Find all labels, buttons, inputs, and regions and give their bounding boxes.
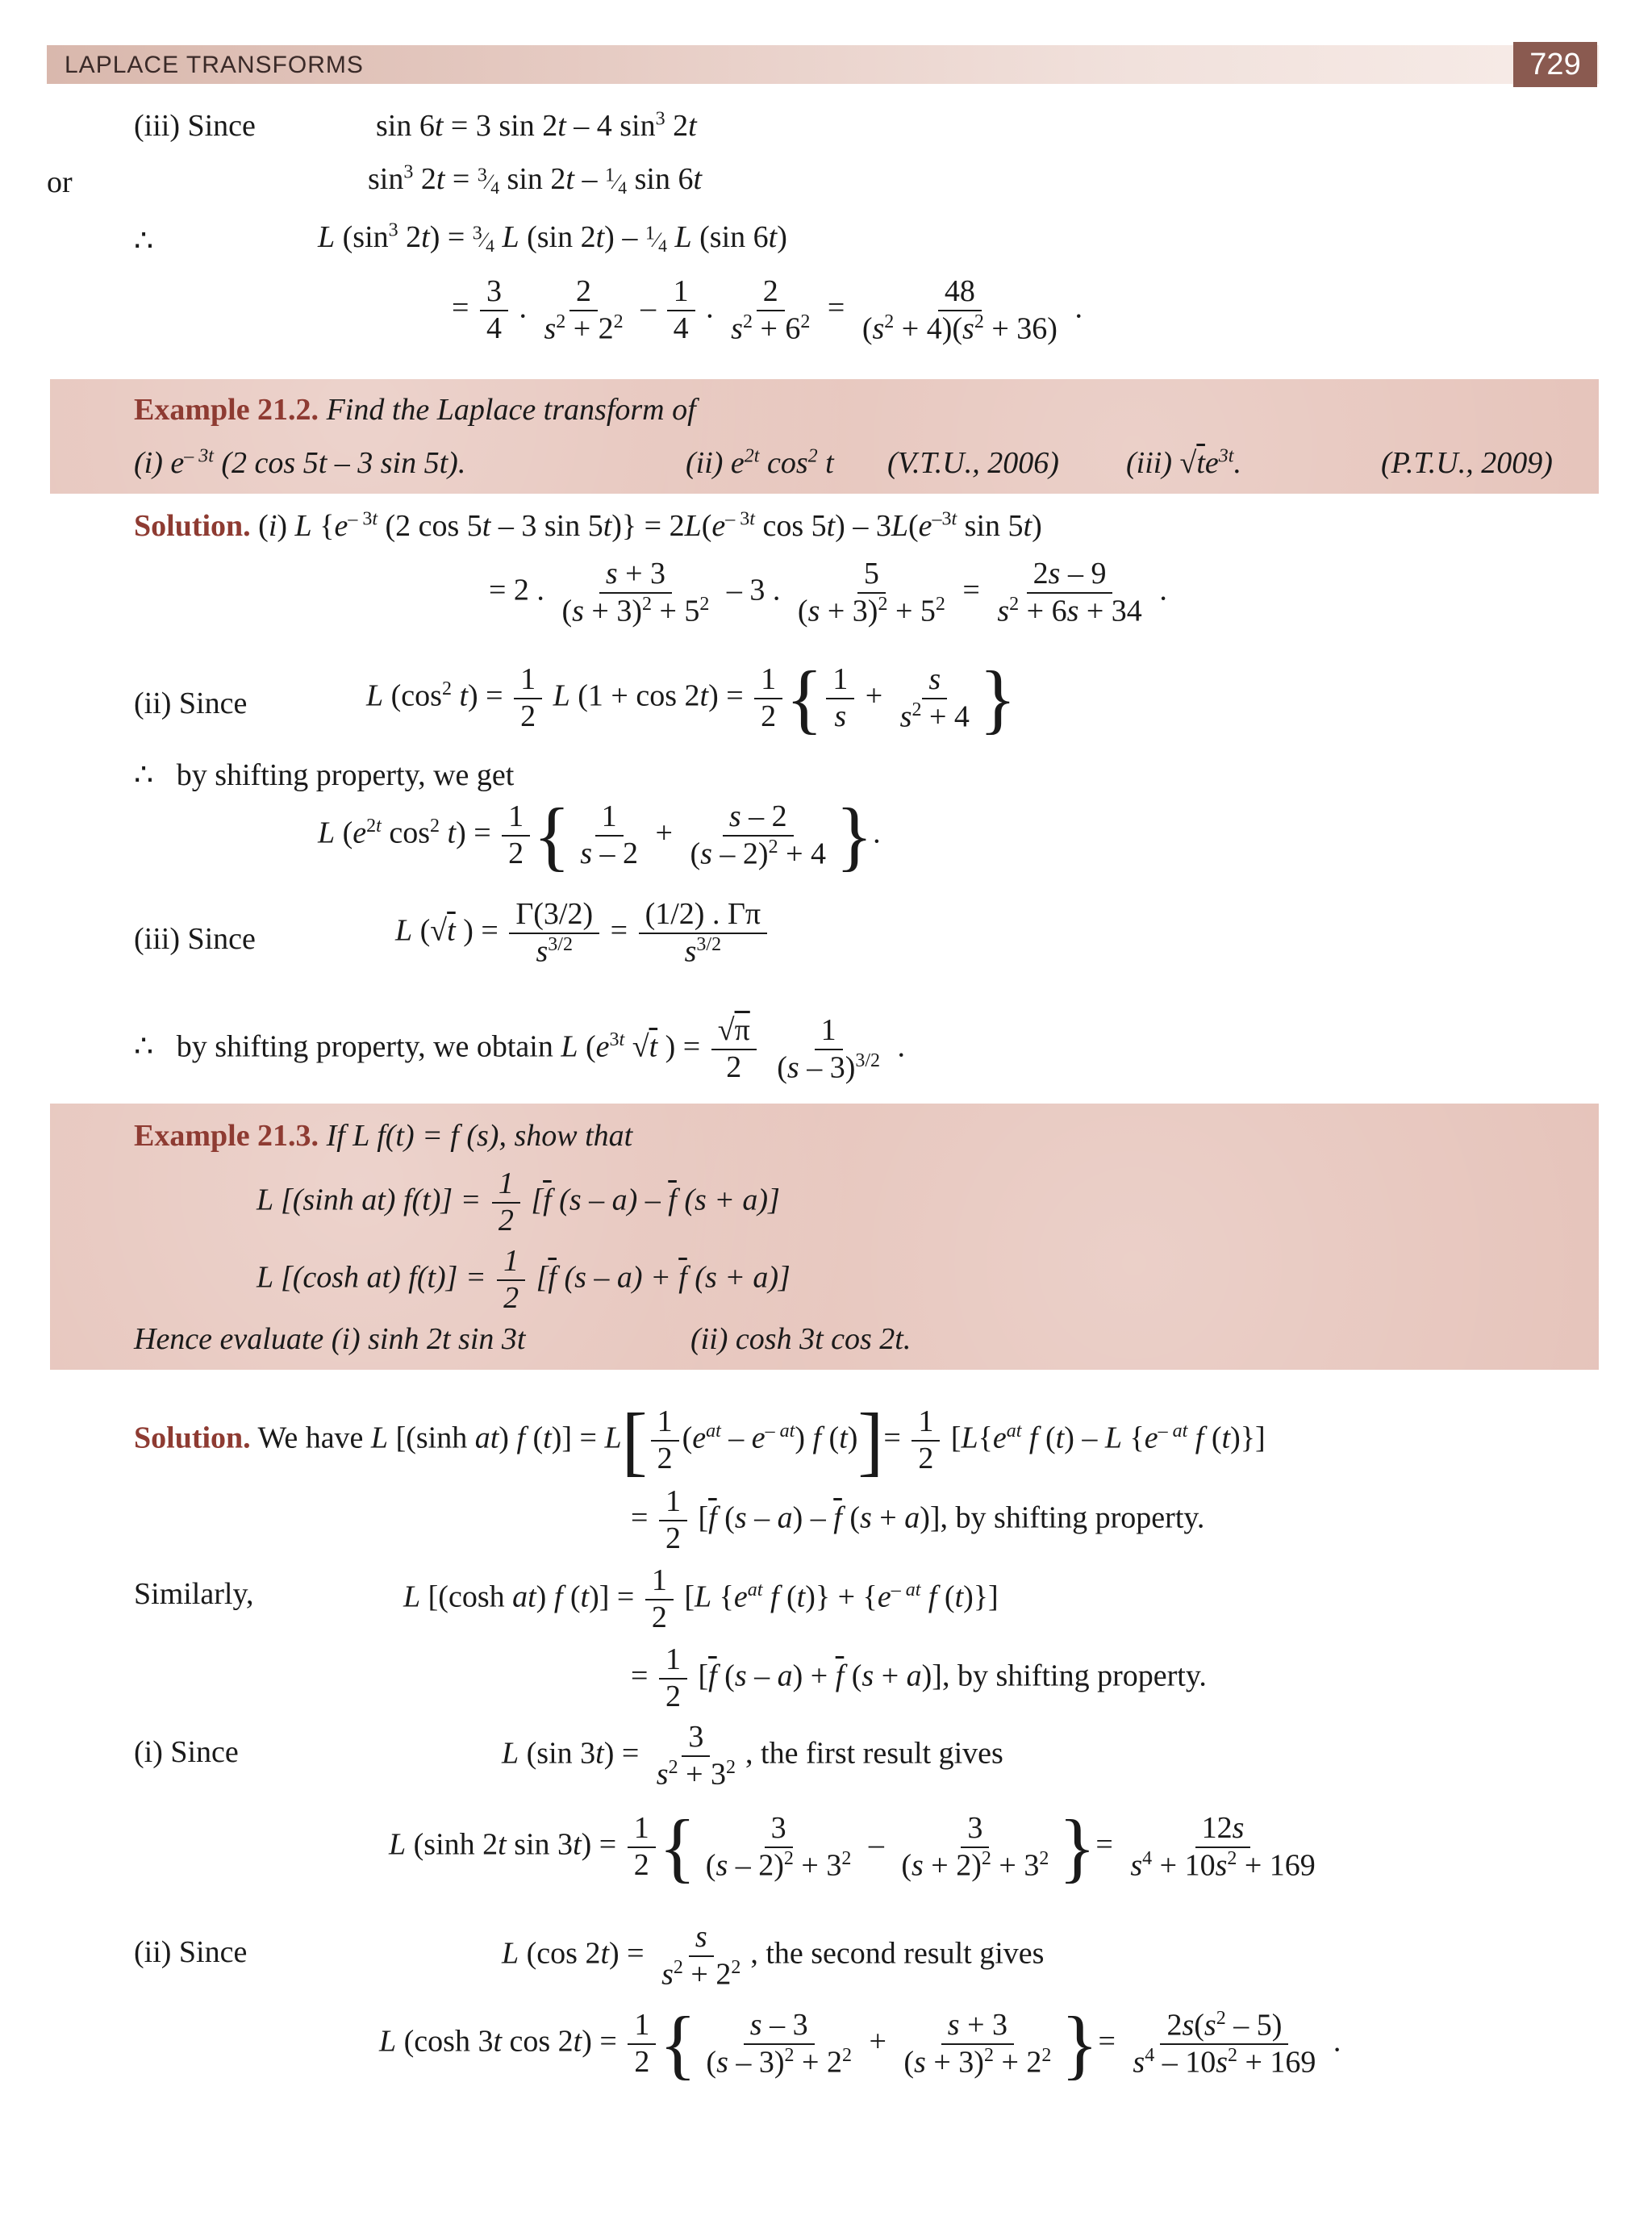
equation-L-sinh2t-sin3t: L (sinh 2t sin 3t) = $\frac{1}{2}$ { $\frac{3}{(s - 2)^2 + 3^2}$ – $\frac{3}{(s + 2)^2 + 3^2}$ }= $\frac{12s}{s^4 + 10s^2 + 169}$ — [389, 1804, 1316, 1890]
shift-obtain-line: ∴ by shifting property, we obtain L ($e^{3t}$ √t ) = $\frac{√\pi}{2}$ $\frac{1}{(s - 3)^{3/2}}$ . — [134, 1013, 906, 1085]
equation-L-cosh: L [(cosh at) f (t)] = $\frac{1}{2}$ [L {$e^{at}$ f $(t)\} + \{e^{- at}$ f (t)}] — [403, 1563, 999, 1634]
example-21-2-source-vtu: (V.T.U., 2006) — [887, 446, 1059, 480]
example-21-2-item-iii: (iii) $√te^{3t}$. — [1126, 445, 1241, 480]
part-iii-since: (iii) Since — [134, 922, 256, 956]
solution-21-2-line2: = 2 . $\frac{s + 3}{(s + 3)^2 + 5^2}$ – 3 . $\frac{5}{(s + 3)^2 + 5^2}$ = $\frac{2s - 9}{s^2 + 6s + 34}$ . — [489, 557, 1167, 628]
example-21-3-hence-ii: (ii) cosh 3t cos 2t. — [690, 1322, 912, 1356]
equation-L-sin3-result: = $\frac{3}{4}$ . $\frac{2}{s^2 + 2^2}$ – $\frac{1}{4}$ . $\frac{2}{s^2 + 6^2}$ = $\frac{48}{(s^2 + 4)(s^2 + 36)}$ . — [452, 274, 1083, 346]
example-21-2-item-ii: (ii) $e^{2t}$ $\cos^2 t$ — [686, 445, 834, 480]
part-ii-since-2: (ii) Since — [134, 1935, 248, 1969]
equation-L-cos2: L ($\cos^2$ t) = $\frac{1}{2}$ L (1 + cos 2t) = $\frac{1}{2}$ { $\frac{1}{s}$ + $\frac{s}{s^2 + 4}$ } — [366, 655, 1016, 741]
example-21-2-statement — [134, 392, 696, 428]
equation-L-sqrt-t: L (√t ) = $\frac{\Gamma(3/2)}{s^{3/2}}$ = $\frac{(1/2) . \Gamma\pi}{s^{3/2}}$ — [395, 897, 770, 970]
solution-21-3-line4: = $\frac{1}{2}$ [$\overline{f}$ $(s - a) + \overline{f}$ (s + a)], by shifting property. — [631, 1642, 1207, 1713]
therefore-symbol: ∴ — [134, 224, 154, 258]
equation-L-sin3t: L (sin 3t) = $\frac{3}{s^2 + 3^2}$ , the first result gives — [502, 1720, 1003, 1792]
example-21-3-sinh-identity: L [(sinh at) f(t)] = $\frac{1}{2}$ [$\overline{f}$ $(s - a) - \overline{f}$ (s + a)] — [257, 1166, 780, 1237]
example-21-2-source-ptu: (P.T.U., 2009) — [1381, 446, 1553, 480]
running-header-title: LAPLACE TRANSFORMS — [65, 52, 364, 78]
example-21-3-cosh-identity: L [(cosh at) f(t)] = $\frac{1}{2}$ [$\overline{f}$ $(s - a) + \overline{f}$ (s + a)] — [257, 1244, 791, 1315]
equation-L-cosh3t-cos2t: L (cosh 3t cos 2t) = $\frac{1}{2}$ { $\frac{s - 3}{(s - 3)^2 + 2^2}$ + $\frac{s + 3}{(s + 3)^2 + 2^2}$ }= $\frac{2s(s^2 - 5)}{s^4 - 10s^2 + 169}$ . — [379, 2001, 1341, 2087]
solution-label: Solution. — [134, 509, 251, 543]
example-21-3-hence: Hence evaluate (i) sinh 2t sin 3t — [134, 1322, 526, 1356]
equation-sin3-2t: $\sin^3 2t$ = $^3⁄_4$ $\sin 2t - ^1⁄_4$ sin 6t — [368, 161, 703, 198]
equation-L-sin3: L ($\sin^3$ $2t) = ^3⁄_4$ L (sin $2t) - ^1⁄_4$ L (sin 6t) — [318, 219, 787, 257]
or-label: or — [47, 165, 73, 199]
solution-21-2-line1: Solution. (i) L {$e^{- 3t}$ (2 cos 5t – 3 $\sin 5t)\} = 2L(e^{- 3t}$ $\cos 5t) - 3L(e^{-3t}$ sin 5t) — [134, 508, 1042, 543]
equation-sin6t: sin 6t = 3 sin 2t – 4 $\sin^3 2t$ — [376, 108, 697, 143]
page-number: 729 — [1513, 42, 1597, 87]
part-i-since: (i) Since — [134, 1735, 239, 1769]
solution-21-3-line2: = $\frac{1}{2}$ [$\overline{f}$ $(s - a) - \overline{f}$ (s + a)], by shifting property. — [631, 1484, 1205, 1555]
equation-L-cos2t: L (cos 2t) = $\frac{s}{s^2 + 2^2}$ , the second result gives — [502, 1920, 1045, 1992]
example-21-2-item-i: (i) $e^{- 3t}$ (2 cos 5t – 3 sin 5t). — [134, 445, 466, 480]
part-ii-since: (ii) Since — [134, 686, 248, 720]
shift-get-line: ∴ by shifting property, we get — [134, 758, 515, 792]
example-21-2-heading: Example 21.2. — [134, 393, 319, 427]
equation-L-e2t-cos2: L ($e^{2t}$ $\cos^2 t$) = $\frac{1}{2}$ { $\frac{1}{s - 2}$ + $\frac{s - 2}{(s - 2)^2 + 4}$ }. — [318, 792, 881, 878]
example-21-3-prompt: If L f(t) = f (s), show that — [326, 1119, 633, 1153]
example-21-3-heading: Example 21.3. — [134, 1119, 319, 1153]
similarly-label: Similarly, — [134, 1577, 254, 1611]
part-iii-label: (iii) Since — [134, 109, 256, 143]
solution-21-3-line1: Solution. We have L [(sinh at) f (t)] = L[ $\frac{1}{2}$ $(e^{at} - e^{- at})$ f (t)]= $\frac{1}{2}$ [$L\{e^{at}$ f (t) – L {$e^{- at}$ f (t)}] — [134, 1397, 1266, 1483]
example-21-2-prompt: Find the Laplace transform of — [326, 393, 696, 427]
example-21-3-statement — [134, 1118, 632, 1154]
